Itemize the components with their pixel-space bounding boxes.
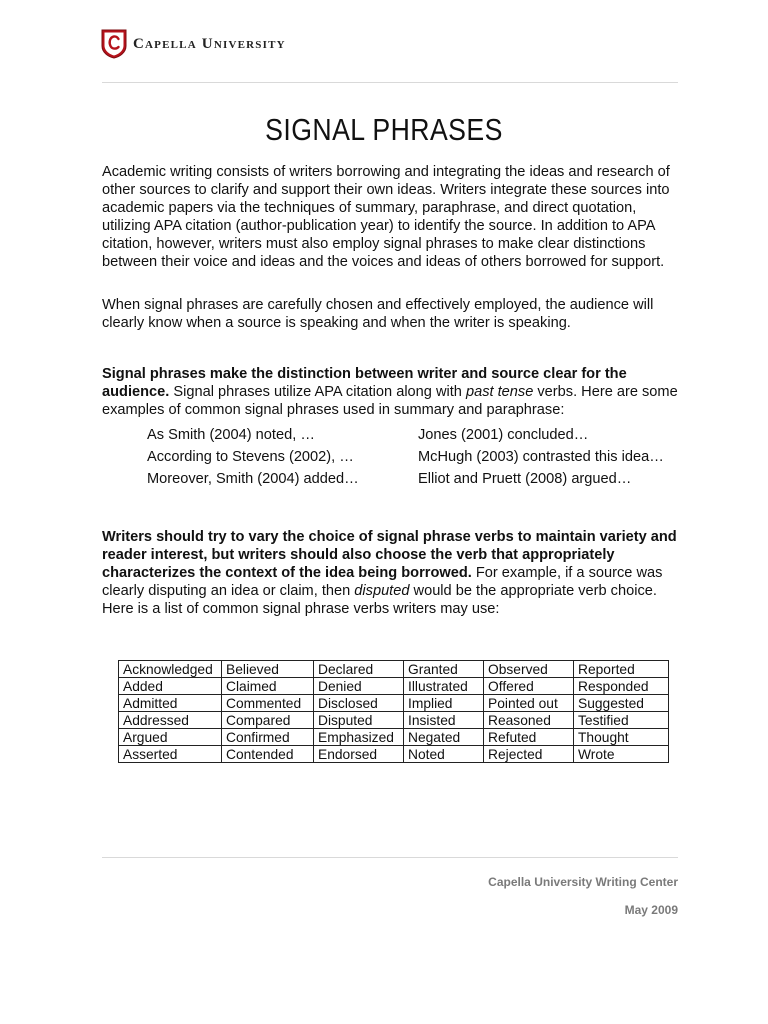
- table-cell: Disclosed: [314, 695, 404, 712]
- signal-phrases-bold-lead: Signal phrases make the distinction between writer and source clear for the audience.: [102, 366, 627, 400]
- table-cell: Thought: [574, 729, 669, 746]
- table-cell: Granted: [404, 661, 484, 678]
- table-cell: Emphasized: [314, 729, 404, 746]
- table-cell: Reasoned: [484, 712, 574, 729]
- table-cell: Responded: [574, 678, 669, 695]
- table-cell: Declared: [314, 661, 404, 678]
- table-cell: Acknowledged: [119, 661, 222, 678]
- verb-variety-paragraph: [102, 528, 682, 618]
- table-cell: Testified: [574, 712, 669, 729]
- intro-paragraph-1: Academic writing consists of writers borrowing and integrating the ideas and research of other sources to clarify and support their own ideas. Writers integrate these sources into academic papers via the techniques of summary, paraphrase, and direct quotation, utilizing APA citation (author-publication year) to identify the source. In addition to APA citation, however, writers must also employ signal phrases to make clear distinctions between their voice and ideas and the voices and ideas of others borrowed for support.: [102, 164, 670, 270]
- example-item: Elliot and Pruett (2008) argued…: [418, 471, 632, 487]
- disputed-italic: disputed: [354, 583, 410, 599]
- signal-verbs-table: [118, 660, 669, 763]
- table-cell: Reported: [574, 661, 669, 678]
- example-item: Jones (2001) concluded…: [418, 427, 589, 443]
- table-cell: Offered: [484, 678, 574, 695]
- table-cell: Endorsed: [314, 746, 404, 763]
- table-cell: Admitted: [119, 695, 222, 712]
- table-cell: Commented: [222, 695, 314, 712]
- table-cell: Rejected: [484, 746, 574, 763]
- example-item: As Smith (2004) noted, …: [147, 427, 315, 443]
- table-cell: Believed: [222, 661, 314, 678]
- table-cell: Claimed: [222, 678, 314, 695]
- example-row: [147, 470, 687, 492]
- logo-wordmark: Capella University: [133, 35, 286, 52]
- table-row: [119, 712, 669, 729]
- table-row: [119, 729, 669, 746]
- table-cell: Illustrated: [404, 678, 484, 695]
- shield-icon: [101, 29, 127, 59]
- table-cell: Disputed: [314, 712, 404, 729]
- verb-variety-text-a: For example, if a source was clearly disputing an idea or claim, then: [102, 565, 663, 599]
- table-cell: Refuted: [484, 729, 574, 746]
- example-row: [147, 426, 687, 448]
- footer-date: May 2009: [624, 903, 678, 917]
- verb-variety-text-b: would be the appropriate verb choice. Here is a list of common signal phrase verbs writers may use:: [102, 583, 657, 617]
- table-cell: Confirmed: [222, 729, 314, 746]
- table-cell: Contended: [222, 746, 314, 763]
- example-item: McHugh (2003) contrasted this idea…: [418, 449, 664, 465]
- header-divider: [102, 82, 678, 83]
- footer-divider: [102, 857, 678, 858]
- page-title: SIGNAL PHRASES: [265, 112, 503, 147]
- signal-phrases-text-a: Signal phrases utilize APA citation along with: [169, 384, 466, 400]
- example-row: [147, 448, 687, 470]
- table-cell: Argued: [119, 729, 222, 746]
- table-cell: Suggested: [574, 695, 669, 712]
- table-row: [119, 746, 669, 763]
- table-cell: Denied: [314, 678, 404, 695]
- table-cell: Compared: [222, 712, 314, 729]
- table-row: [119, 661, 669, 678]
- example-item: Moreover, Smith (2004) added…: [147, 471, 359, 487]
- table-cell: Pointed out: [484, 695, 574, 712]
- table-row: [119, 678, 669, 695]
- table-cell: Asserted: [119, 746, 222, 763]
- signal-phrases-text-b: verbs. Here are some examples of common signal phrases used in summary and paraphrase:: [102, 384, 678, 418]
- capella-logo: [101, 28, 286, 60]
- table-cell: Noted: [404, 746, 484, 763]
- table-cell: Addressed: [119, 712, 222, 729]
- table-cell: Negated: [404, 729, 484, 746]
- table-cell: Observed: [484, 661, 574, 678]
- example-item: According to Stevens (2002), …: [147, 449, 354, 465]
- footer-writing-center: Capella University Writing Center: [488, 875, 678, 889]
- table-cell: Insisted: [404, 712, 484, 729]
- intro-paragraph-2: When signal phrases are carefully chosen and effectively employed, the audience will clearly know when a source is speaking and when the writer is speaking.: [102, 297, 654, 331]
- signal-phrases-paragraph: [102, 365, 682, 419]
- table-cell: Implied: [404, 695, 484, 712]
- verb-variety-bold-lead: Writers should try to vary the choice of signal phrase verbs to maintain variety and reader interest, but writers should also choose the verb that appropriately characterizes the context of the idea being borrowed.: [102, 529, 677, 581]
- signal-phrase-examples: [147, 426, 687, 492]
- table-cell: Wrote: [574, 746, 669, 763]
- table-row: [119, 695, 669, 712]
- table-cell: Added: [119, 678, 222, 695]
- past-tense-italic: past tense: [465, 384, 534, 400]
